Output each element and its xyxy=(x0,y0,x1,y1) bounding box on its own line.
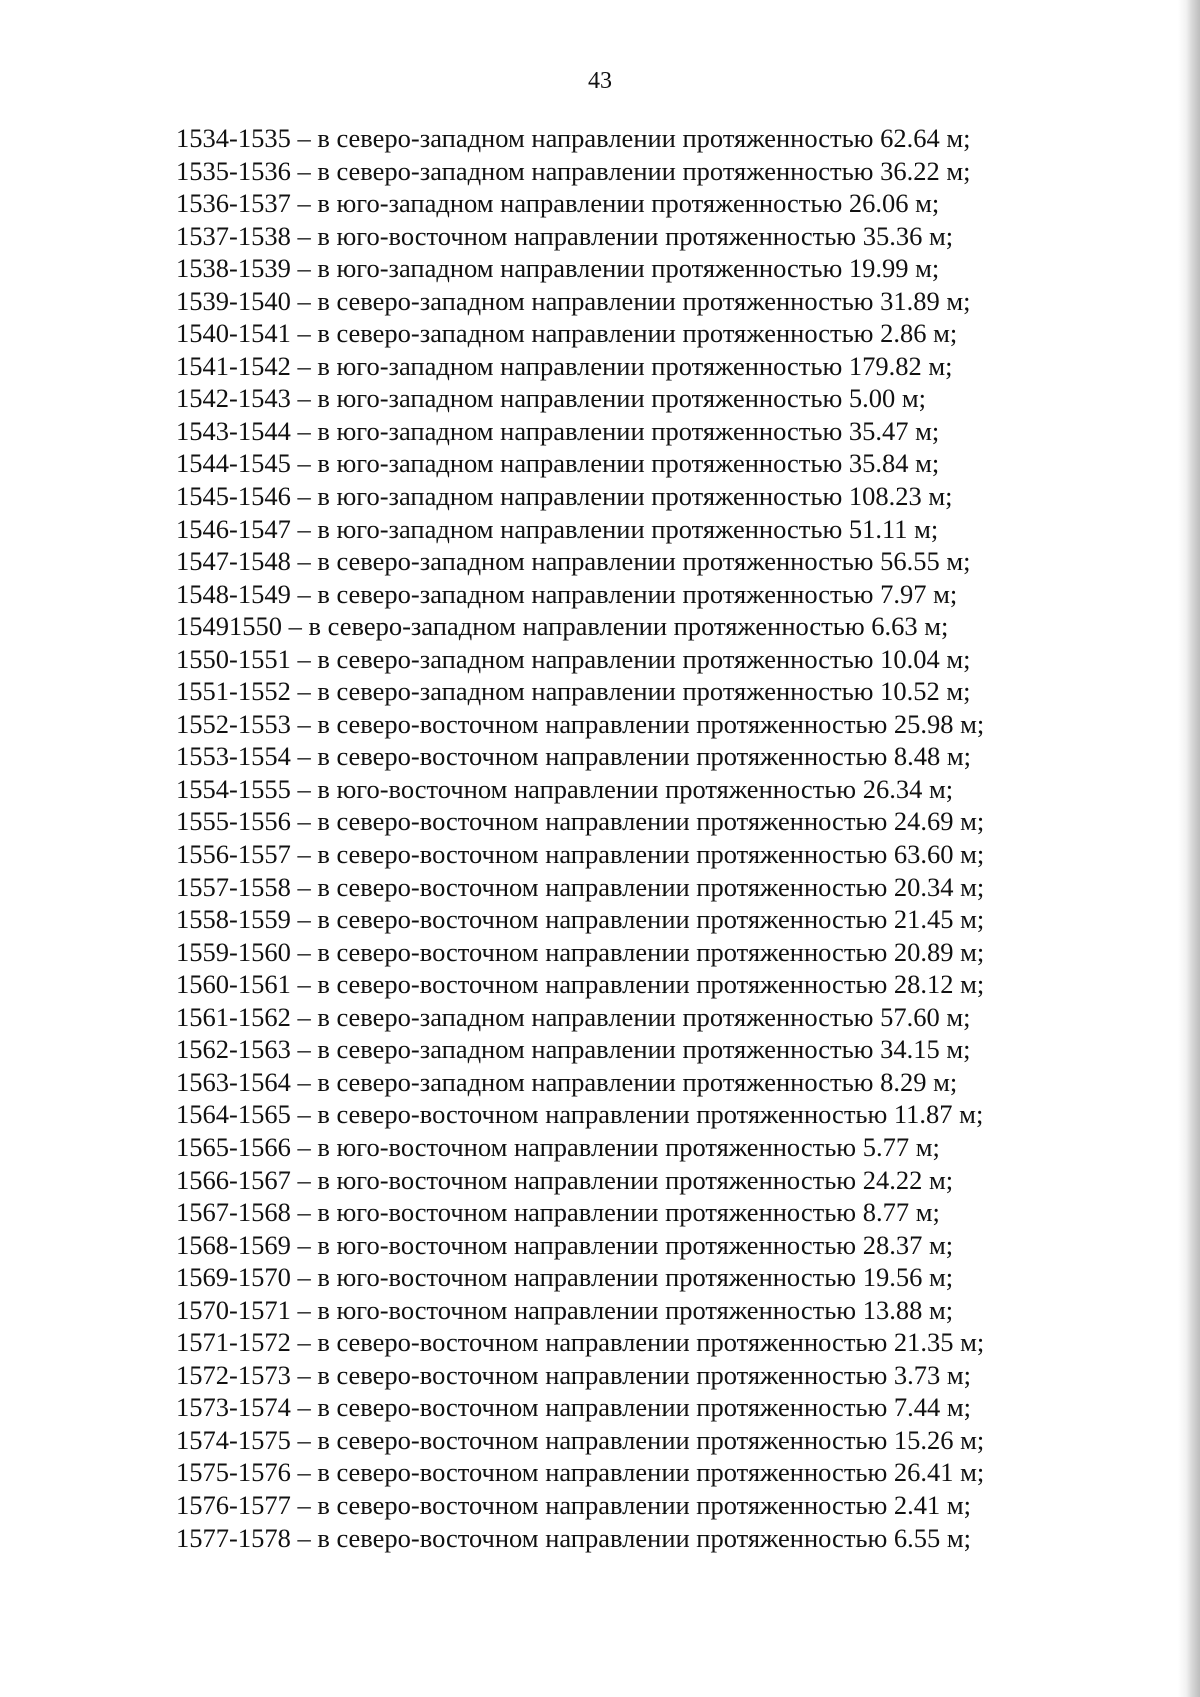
boundary-segment-line: 1563-1564 – в северо-западном направлении протяженностью 8.29 м; xyxy=(176,1066,958,1097)
boundary-segment-line: 1571-1572 – в северо-восточном направлении протяженностью 21.35 м; xyxy=(176,1327,985,1358)
boundary-segment-line: 1556-1557 – в северо-восточном направлении протяженностью 63.60 м; xyxy=(176,839,985,870)
boundary-segment-line: 1554-1555 – в юго-восточном направлении протяженностью 26.34 м; xyxy=(176,773,954,804)
boundary-segment-line: 1568-1569 – в юго-восточном направлении протяженностью 28.37 м; xyxy=(176,1229,954,1260)
boundary-segment-line: 1550-1551 – в северо-западном направлении протяженностью 10.04 м; xyxy=(176,643,971,674)
scanned-page-edge xyxy=(1178,0,1200,1697)
boundary-segment-line: 1562-1563 – в северо-западном направлении протяженностью 34.15 м; xyxy=(176,1034,971,1065)
boundary-segment-line: 1565-1566 – в юго-восточном направлении протяженностью 5.77 м; xyxy=(176,1131,940,1162)
boundary-segment-list xyxy=(176,122,1116,1554)
boundary-segment-line: 1573-1574 – в северо-восточном направлении протяженностью 7.44 м; xyxy=(176,1392,972,1423)
boundary-segment-line: 1536-1537 – в юго-западном направлении протяженностью 26.06 м; xyxy=(176,188,940,219)
boundary-segment-line: 1551-1552 – в северо-западном направлении протяженностью 10.52 м; xyxy=(176,676,971,707)
boundary-segment-line: 1538-1539 – в юго-западном направлении протяженностью 19.99 м; xyxy=(176,253,940,284)
boundary-segment-line: 1547-1548 – в северо-западном направлении протяженностью 56.55 м; xyxy=(176,546,971,577)
boundary-segment-line: 1553-1554 – в северо-восточном направлении протяженностью 8.48 м; xyxy=(176,741,972,772)
boundary-segment-line: 1548-1549 – в северо-западном направлении протяженностью 7.97 м; xyxy=(176,578,958,609)
boundary-segment-line: 1545-1546 – в юго-западном направлении протяженностью 108.23 м; xyxy=(176,481,953,512)
boundary-segment-line: 1557-1558 – в северо-восточном направлении протяженностью 20.34 м; xyxy=(176,871,985,902)
boundary-segment-line: 1555-1556 – в северо-восточном направлении протяженностью 24.69 м; xyxy=(176,806,985,837)
boundary-segment-line: 1559-1560 – в северо-восточном направлении протяженностью 20.89 м; xyxy=(176,936,985,967)
boundary-segment-line: 1535-1536 – в северо-западном направлении протяженностью 36.22 м; xyxy=(176,155,971,186)
boundary-segment-line: 1540-1541 – в северо-западном направлении протяженностью 2.86 м; xyxy=(176,318,958,349)
boundary-segment-line: 1577-1578 – в северо-восточном направлении протяженностью 6.55 м; xyxy=(176,1522,972,1553)
boundary-segment-line: 1575-1576 – в северо-восточном направлении протяженностью 26.41 м; xyxy=(176,1457,985,1488)
boundary-segment-line: 1542-1543 – в юго-западном направлении протяженностью 5.00 м; xyxy=(176,383,927,414)
boundary-segment-line: 1544-1545 – в юго-западном направлении протяженностью 35.84 м; xyxy=(176,448,940,479)
boundary-segment-line: 1576-1577 – в северо-восточном направлении протяженностью 2.41 м; xyxy=(176,1489,972,1520)
boundary-segment-line: 1561-1562 – в северо-западном направлении протяженностью 57.60 м; xyxy=(176,1001,971,1032)
boundary-segment-line: 1543-1544 – в юго-западном направлении протяженностью 35.47 м; xyxy=(176,415,940,446)
boundary-segment-line: 1566-1567 – в юго-восточном направлении протяженностью 24.22 м; xyxy=(176,1164,954,1195)
boundary-segment-line: 1552-1553 – в северо-восточном направлении протяженностью 25.98 м; xyxy=(176,708,985,739)
boundary-segment-line: 1572-1573 – в северо-восточном направлении протяженностью 3.73 м; xyxy=(176,1359,972,1390)
boundary-segment-line: 15491550 – в северо-западном направлении протяженностью 6.63 м; xyxy=(176,611,949,642)
boundary-segment-line: 1558-1559 – в северо-восточном направлении протяженностью 21.45 м; xyxy=(176,904,985,935)
boundary-segment-line: 1539-1540 – в северо-западном направлении протяженностью 31.89 м; xyxy=(176,285,971,316)
boundary-segment-line: 1537-1538 – в юго-восточном направлении протяженностью 35.36 м; xyxy=(176,220,954,251)
boundary-segment-line: 1534-1535 – в северо-западном направлении протяженностью 62.64 м; xyxy=(176,123,971,153)
boundary-segment-line: 1574-1575 – в северо-восточном направлении протяженностью 15.26 м; xyxy=(176,1424,985,1455)
boundary-segment-line: 1546-1547 – в юго-западном направлении протяженностью 51.11 м; xyxy=(176,513,939,544)
boundary-segment-line: 1567-1568 – в юго-восточном направлении протяженностью 8.77 м; xyxy=(176,1197,940,1228)
boundary-segment-line: 1570-1571 – в юго-восточном направлении протяженностью 13.88 м; xyxy=(176,1294,954,1325)
boundary-segment-line: 1541-1542 – в юго-западном направлении протяженностью 179.82 м; xyxy=(176,350,953,381)
page-number: 43 xyxy=(588,68,612,94)
boundary-segment-line: 1560-1561 – в северо-восточном направлении протяженностью 28.12 м; xyxy=(176,969,985,1000)
boundary-segment-line: 1569-1570 – в юго-восточном направлении протяженностью 19.56 м; xyxy=(176,1262,954,1293)
boundary-segment-line: 1564-1565 – в северо-восточном направлении протяженностью 11.87 м; xyxy=(176,1099,984,1130)
